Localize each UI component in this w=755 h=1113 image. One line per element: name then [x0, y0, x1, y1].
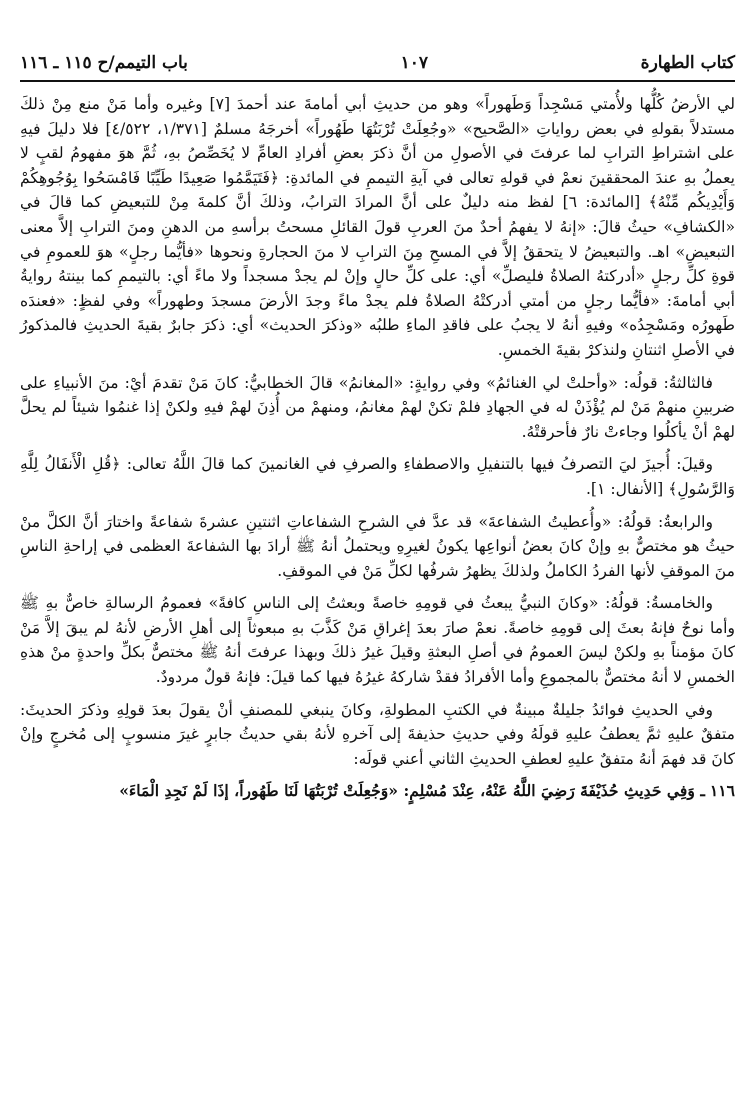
header-chapter: باب التيمم/ح ١١٥ ـ ١١٦	[20, 53, 188, 73]
paragraph-third-feature: فالثالثةُ: قولُه: «وأحلتْ لي الغنائمُ» وفي روايةٍ: «المغانمُ» قالَ الخطابيُّ: كانَ مَنْ تقدمَ أيْ: منَ الأنبياءِ على ضربينِ منهمْ مَنْ لم يُؤْذَنْ له في الجهادِ فلمْ تكنْ لهمْ مغانمُ، ومنهمْ من أُذِنَ لهمْ فيهِ ولكنْ إذا غنمُوا شيئاً لم يحلَّ لهمْ أنْ يأكلُوا وجاءتْ نارٌ فأحرقتْهُ.	[20, 373, 735, 441]
paragraph-alternate-view: وقيلَ: أُجيزَ ليَ التصرفُ فيها بالتنفيلِ والاصطفاءِ والصرفِ في الغانمينَ كما قالَ اللَّهُ تعالى: ﴿قُلِ الْأَنفَالُ لِلَّهِ وَالرَّسُولِ﴾ [الأنفال: ١].	[20, 455, 735, 498]
page-header	[20, 48, 735, 78]
header-book-title: كتاب الطهارة	[640, 53, 735, 73]
paragraph-continuation: لي الأرضُ كُلُّها ولأُمتي مَسْجِداً وَطَهوراً» وهو من حديثِ أبي أمامةَ عند أحمدَ [٧] وغيره وأما مَنْ منع مِنْ ذلكَ مستدلاً بقولهِ في بعض رواياتِ «الصَّحيح» «وجُعِلَتْ تُرْبَتُهَا طَهُوراً» أخرجَهُ مسلمٌ [١/٣٧١، ٤/٥٢٢] فلا دليلَ فيهِ على اشتراطِ الترابِ لما عرفتَ في الأصولِ من أنَّ ذكرَ بعضِ أفرادِ العامِّ لا يُخَصِّصُ بهِ، ثُمَّ هوَ مفهومُ لقبٍ لا يعملُ بهِ عندَ المحققينَ نعمْ في قولهِ تعالى في آيةِ التيممِ في المائدةِ: ﴿فَتَيَمَّمُوا صَعِيدًا طَيِّبًا فَامْسَحُوا بِوُجُوهِكُمْ وَأَيْدِيكُم مِّنْهُ﴾ [المائدة: ٦] لفظ منه دليلٌ على أنَّ المرادَ الترابُ، وذلكَ أنَّ كلمةَ مِنْ للتبعيضِ كما قالَ في «الكشافِ» حيثُ قالَ: «إنهُ لا يفهمُ أحدٌ منَ العربِ قولَ القائلِ مسحتُ برأسهِ من الدهنِ ومنَ الترابِ إلاَّ معنى التبعيضِ» اهـ. والتبعيضُ لا يتحققُ إلاَّ في المسحِ مِنَ الترابِ لا منَ الحجارةِ ونحوها «فأيُّما رجلٍ» هوَ للعمومِ في قوةِ كلِّ رجلٍ «أدركتهُ الصلاةُ فليصلِّ» أي: على كلِّ حالٍ وإنْ لم يجدْ مسجداً ولا ماءً أي: بالتيممِ كما بينتهُ روايةُ أبي أمامةَ: «فأيُّما رجلٍ من أمتي أدركتْهُ الصلاةُ فلم يجدْ ماءً وجدَ الأرضَ مسجدَ وطهوراً» وفي لفظٍ: «فعندَه طَهورُه ومَسْجِدُه» وفيهِ أنهُ لا يجبُ على فاقدِ الماءِ طلبُه «وذكرَ الحديث» أي: ذكرَ جابرٌ بقيةَ الحديثِ فالمذكورُ في الأصلِ اثنتانِ ولنذكرْ بقيةَ الخمسِ.	[20, 95, 736, 359]
hadith-text: ـ وَفِي حَدِيثِ حُذَيْفَةَ رَضِيَ اللَّهُ عَنْهُ، عِنْدَ مُسْلِمٍ: «وَجُعِلَتْ تُرْبَتُهَا لَنَا طَهُوراً، إذَا لَمْ نَجِدِ الْمَاءَ»	[119, 781, 705, 801]
page-number: ١٠٧	[400, 53, 428, 73]
paragraph-fifth-feature: والخامسةُ: قولُهُ: «وكانَ النبيُّ يبعثُ في قومِهِ خاصةً وبعثتُ إلى الناسِ كافةً» فعمومُ الرسالةِ خاصٌّ بهِ ﷺ وأما نوحٌ فإنهُ بعثَ إلى قومِهِ خاصةً. نعمْ صارَ بعدَ إغراقِ مَنْ كَذَّبَ بهِ مبعوثاً إلى أهلِ الأرضِ لأنهُ لم يبقَ إلاَّ مَنْ كانَ مؤمناً بهِ ولكنْ ليسَ العمومُ في أصلِ البعثةِ وقيلَ غيرُ ذلكَ وبهذا عرفتَ أنهُ ﷺ مختصٌّ بكلِّ واحدةٍ منْ هذهِ الخمسِ لا أنهُ مختصٌّ بالمجموعِ وأما الأفرادُ فقدْ شاركهُ غيرُهُ فيها كما قيلَ: فإنهُ قولٌ مردودٌ.	[20, 594, 735, 687]
header-divider	[20, 80, 735, 82]
hadith-number: ١١٦	[709, 781, 735, 801]
paragraph-benefits: وفي الحديثِ فوائدُ جليلةٌ مبينةٌ في الكتبِ المطولةِ، وكانَ ينبغي للمصنفِ أنْ يقولَ بعدَ قولِهِ وذكرَ الحديثَ: متفقٌ عليهِ ثمَّ يعطفُ عليهِ قولَهُ وفي حديثِ حذيفةَ إلى آخرهِ لأنهُ بقي حديثُ جابرٍ غيرَ منسوبٍ إلى مُخرجٍ وإنْ كانَ قد فهمَ أنهُ متفقٌ عليهِ لعطفِ الحديثِ الثاني أعني قولَه:	[20, 700, 735, 768]
page-body	[20, 92, 735, 1103]
hadith-entry	[20, 779, 735, 804]
paragraph-fourth-feature: والرابعةُ: قولُهُ: «وأُعطيتُ الشفاعةَ» قد عدَّ في الشرحِ الشفاعاتِ اثنتينِ عشرةَ شفاعةً واختارَ أنَّ الكلَّ منْ حيثُ هو مختصٌّ بهِ وإنْ كانَ بعضُ أنواعِها يكونُ لغيرِهِ ويحتملُ أنهُ ﷺ أرادَ بها الشفاعةَ العظمى في إراحةِ الناسِ منَ الموقفِ لأنها الفردُ الكاملُ ولذلكَ يظهرُ شرفُها لكلِّ مَنْ في الموقفِ.	[20, 512, 735, 580]
